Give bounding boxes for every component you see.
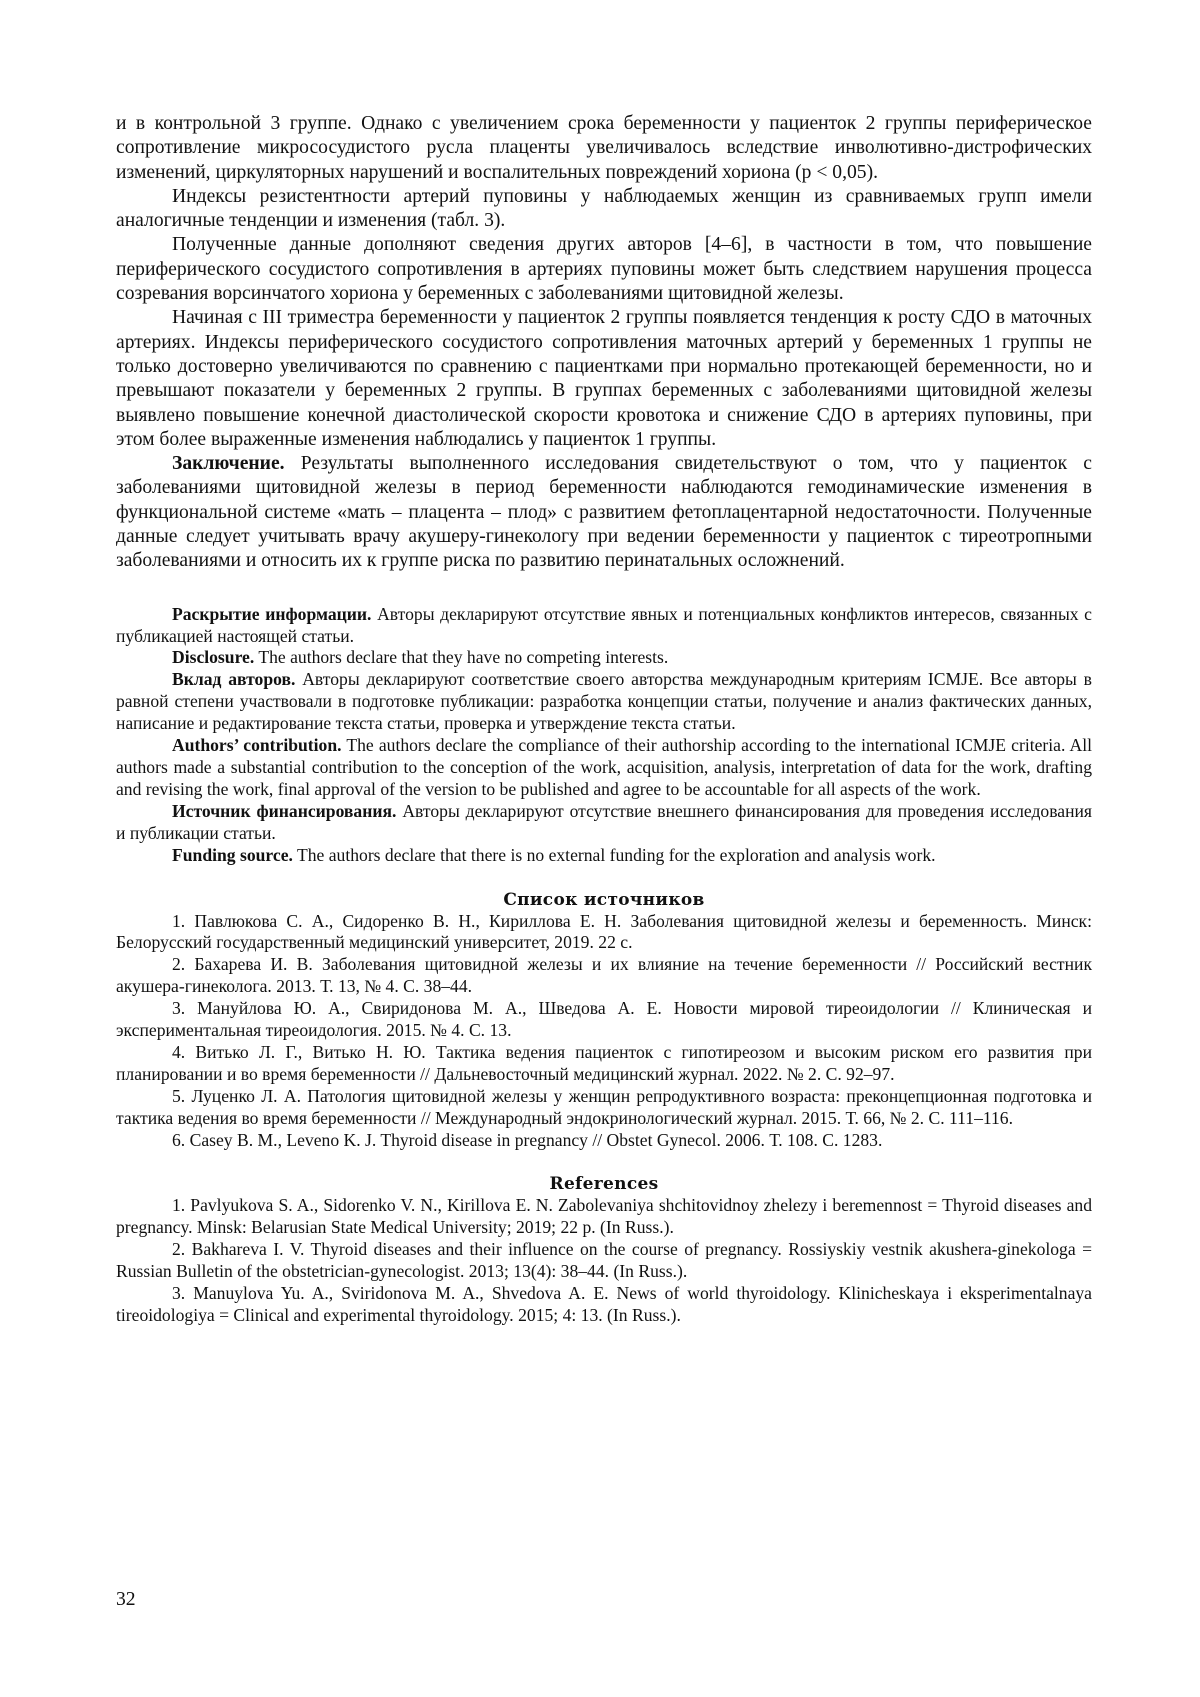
reference-item: 2. Bakhareva I. V. Thyroid diseases and their influence on the course of pregnancy. Rossiyskiy vestnik akushera-ginekologa = Russian Bulletin of the obstetrician-gynecologist. 2013; 13(4): 38–44. (In Russ.). xyxy=(116,1239,1092,1282)
page-number: 32 xyxy=(116,1589,136,1610)
funding-ru xyxy=(116,801,1092,845)
contribution-en-text: The authors declare the compliance of their authorship according to the international ICMJE criteria. All authors made a substantial contribution to the conception of the work, acquisition, analysis, interpretation of data for the work, drafting and revising the work, final approval of the version to be published and agree to be accountable for all aspects of the work. xyxy=(116,735,1093,799)
source-item: 5. Луценко Л. А. Патология щитовидной железы у женщин репродуктивного возраста: преконцепционная подготовка и тактика ведения во время беременности // Международный эндокринологический журнал. 2015. Т. 66, № 2. С. 111–116. xyxy=(116,1085,1092,1128)
disclosure-ru xyxy=(116,604,1092,648)
contribution-ru-lead: Вклад авторов. xyxy=(172,669,296,690)
disclosure-en-text: The authors declare that they have no competing interests. xyxy=(254,647,669,668)
conclusion-paragraph xyxy=(116,452,1092,573)
reference-item: 3. Manuylova Yu. A., Sviridonova M. A., Shvedova A. E. News of world thyroidology. Klinicheskaya i eksperimentalnaya tireoidologiya = Clinical and experimental thyroidology. 2015; 4: 13. (In Russ.). xyxy=(116,1283,1092,1326)
source-item: 6. Casey B. M., Leveno K. J. Thyroid disease in pregnancy // Obstet Gynecol. 2006. Т. 108. С. 1283. xyxy=(172,1129,883,1150)
contribution-ru xyxy=(116,669,1092,735)
conclusion-text: Результаты выполненного исследования свидетельствуют о том, что у пациенток с заболеваниями щитовидной железы в период беременности наблюдаются гемодинамические изменения в функциональной системе «мать – плацента – плод» с развитием фетоплацентарной недостаточности. Полученные данные следует учитывать врачу акушеру-гинекологу при ведении беременности у пациенток с тиреотропными заболеваниями и относить их к группе риска по развитию перинатальных осложнений. xyxy=(116,453,1092,572)
contribution-en-lead: Authors’ contribution. xyxy=(172,735,342,756)
references-title: References xyxy=(549,1174,659,1195)
disclosure-en-lead: Disclosure. xyxy=(172,647,255,668)
body-paragraph-2: Индексы резистентности артерий пуповины у наблюдаемых женщин из сравниваемых групп имели аналогичные тенденции и изменения (табл. 3). xyxy=(116,185,1092,232)
funding-en-text: The authors declare that there is no external funding for the exploration and analysis work. xyxy=(292,844,936,865)
conclusion-lead: Заключение. xyxy=(172,453,285,475)
funding-en xyxy=(116,845,1092,867)
sources-section xyxy=(116,889,1092,1152)
disclosure-en xyxy=(116,647,1092,669)
disclosure-ru-text: Авторы декларируют отсутствие явных и потенциальных конфликтов интересов, связанных с публикацией настоящей статьи. xyxy=(116,603,1092,646)
page-content xyxy=(116,112,1092,1327)
funding-en-lead: Funding source. xyxy=(172,844,293,865)
funding-ru-lead: Источник финансирования. xyxy=(172,800,397,821)
source-item: 2. Бахарева И. В. Заболевания щитовидной железы и их влияние на течение беременности // Российский вестник акушера-гинеколога. 2013. Т. 13, № 4. С. 38–44. xyxy=(116,954,1092,997)
reference-item: 1. Pavlyukova S. A., Sidorenko V. N., Kirillova E. N. Zabolevaniya shchitovidnoy zhelezy i beremennost = Thyroid diseases and pregnancy. Minsk: Belarusian State Medical University; 2019; 22 p. (In Russ.). xyxy=(116,1195,1092,1238)
contribution-en xyxy=(116,735,1092,801)
body-paragraph-1: и в контрольной 3 группе. Однако с увеличением срока беременности у пациенток 2 группы периферическое сопротивление микрососудистого русла плаценты увеличивалось вследствие инволютивно-дистрофических изменений, циркуляторных нарушений и воспалительных повреждений хориона (p < 0,05). xyxy=(116,113,1092,183)
source-item: 4. Витько Л. Г., Витько Н. Ю. Тактика ведения пациенток с гипотиреозом и высоким риском его развития при планировании и во время беременности // Дальневосточный медицинский журнал. 2022. № 2. С. 92–97. xyxy=(116,1041,1092,1084)
disclosure-ru-lead: Раскрытие информации. xyxy=(172,603,372,624)
funding-ru-text: Авторы декларируют отсутствие внешнего финансирования для проведения исследования и публикации статьи. xyxy=(116,800,1093,843)
article-info xyxy=(116,604,1092,867)
article-body xyxy=(116,112,1092,574)
source-item: 3. Мануйлова Ю. А., Свиридонова М. А., Шведова А. Е. Новости мировой тиреоидологии // Клиническая и экспериментальная тиреоидология. 2015. № 4. С. 13. xyxy=(116,998,1092,1041)
body-paragraph-3: Полученные данные дополняют сведения других авторов [4–6], в частности в том, что повышение периферического сосудистого сопротивления в артериях пуповины может быть следствием нарушения процесса созревания ворсинчатого хориона у беременных с заболеваниями щитовидной железы. xyxy=(116,234,1092,305)
sources-title: Список источников xyxy=(503,889,705,910)
references-section xyxy=(116,1173,1092,1326)
source-item: 1. Павлюкова С. А., Сидоренко В. Н., Кириллова Е. Н. Заболевания щитовидной железы и беременность. Минск: Белорусский государственный медицинский университет, 2019. 22 с. xyxy=(116,910,1092,953)
contribution-ru-text: Авторы декларируют соответствие своего авторства международным критериям ICMJE. Все авторы в равной степени участвовали в подготовке публикации: разработка концепции статьи, получение и анализ фактических данных, написание и редактирование текста статьи, проверка и утверждение текста статьи. xyxy=(116,669,1092,734)
body-paragraph-4: Начиная с III триместра беременности у пациенток 2 группы появляется тенденция к росту СДО в маточных артериях. Индексы периферического сосудистого сопротивления маточных артерий у беременных 1 группы не только достоверно увеличиваются по сравнению с пациентками при нормально протекающей беременности, но и превышают показатели у беременных 2 группы. В группах беременных с заболеваниями щитовидной железы выявлено повышение конечной диастолической скорости кровотока и снижение СДО в артериях пуповины, при этом более выраженные изменения наблюдались у пациенток 1 группы. xyxy=(116,307,1092,450)
